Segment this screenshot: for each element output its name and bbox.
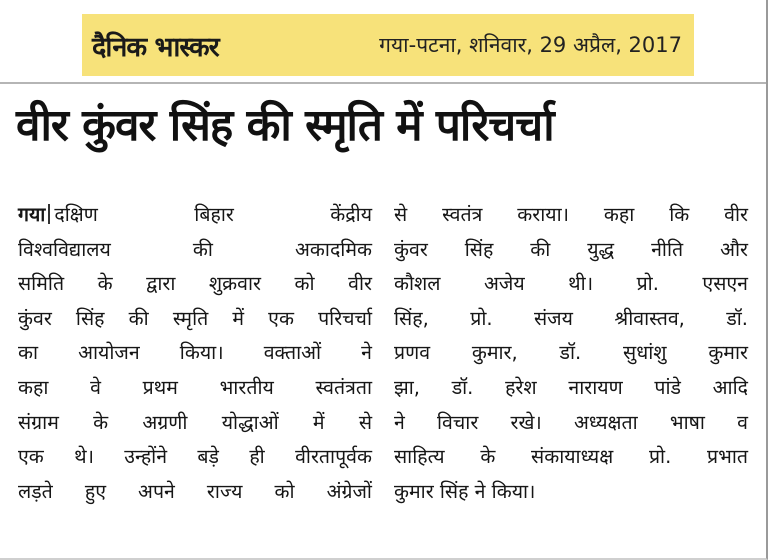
article-line: लड़ते हुए अपने राज्य को अंग्रेजों [18,479,372,503]
dateline: गया-पटना, शनिवार, 29 अप्रैल, 2017 [379,33,682,57]
article-body [18,198,748,548]
place-tag-separator [48,204,50,224]
article-line: विश्वविद्यालय की अकादमिक [18,237,372,261]
article-line: प्रणव कुमार, डॉ. सुधांशु कुमार [394,341,748,365]
article-line: से स्वतंत्र कराया। कहा कि वीर [394,203,748,226]
article-line: समिति के द्वारा शुक्रवार को वीर [18,272,372,296]
newspaper-logo: दैनिक भास्कर [92,31,219,63]
article-line: एक थे। उन्होंने बड़े ही वीरतापूर्वक [18,445,372,469]
article-column-2 [394,198,748,548]
article-line: कौशल अजेय थी। प्रो. एसएन [394,272,748,296]
article-line: का आयोजन किया। वक्ताओं ने [18,341,372,365]
article-line: कुंवर सिंह की युद्ध नीति और [394,237,748,261]
masthead-divider [0,82,766,84]
place-tag: गया [18,203,46,226]
headline: वीर कुंवर सिंह की स्मृति में परिचर्चा [16,100,554,151]
article-line: कुंवर सिंह की स्मृति में एक परिचर्चा [18,306,372,330]
article-line: साहित्य के संकायाध्यक्ष प्रो. प्रभात [394,445,748,469]
article-line: गया दक्षिण बिहार केंद्रीय [18,203,372,226]
article-line: कुमार सिंह ने किया। [394,479,536,503]
article-column-1 [18,198,372,548]
article-line: कहा वे प्रथम भारतीय स्वतंत्रता [18,375,372,399]
article-line: संग्राम के अग्रणी योद्धाओं में से [18,410,372,434]
masthead [82,14,694,76]
article-line: झा, डॉ. हरेश नारायण पांडे आदि [394,375,748,399]
article-line: सिंह, प्रो. संजय श्रीवास्तव, डॉ. [394,306,748,330]
article-line: ने विचार रखे। अध्यक्षता भाषा व [394,410,748,434]
